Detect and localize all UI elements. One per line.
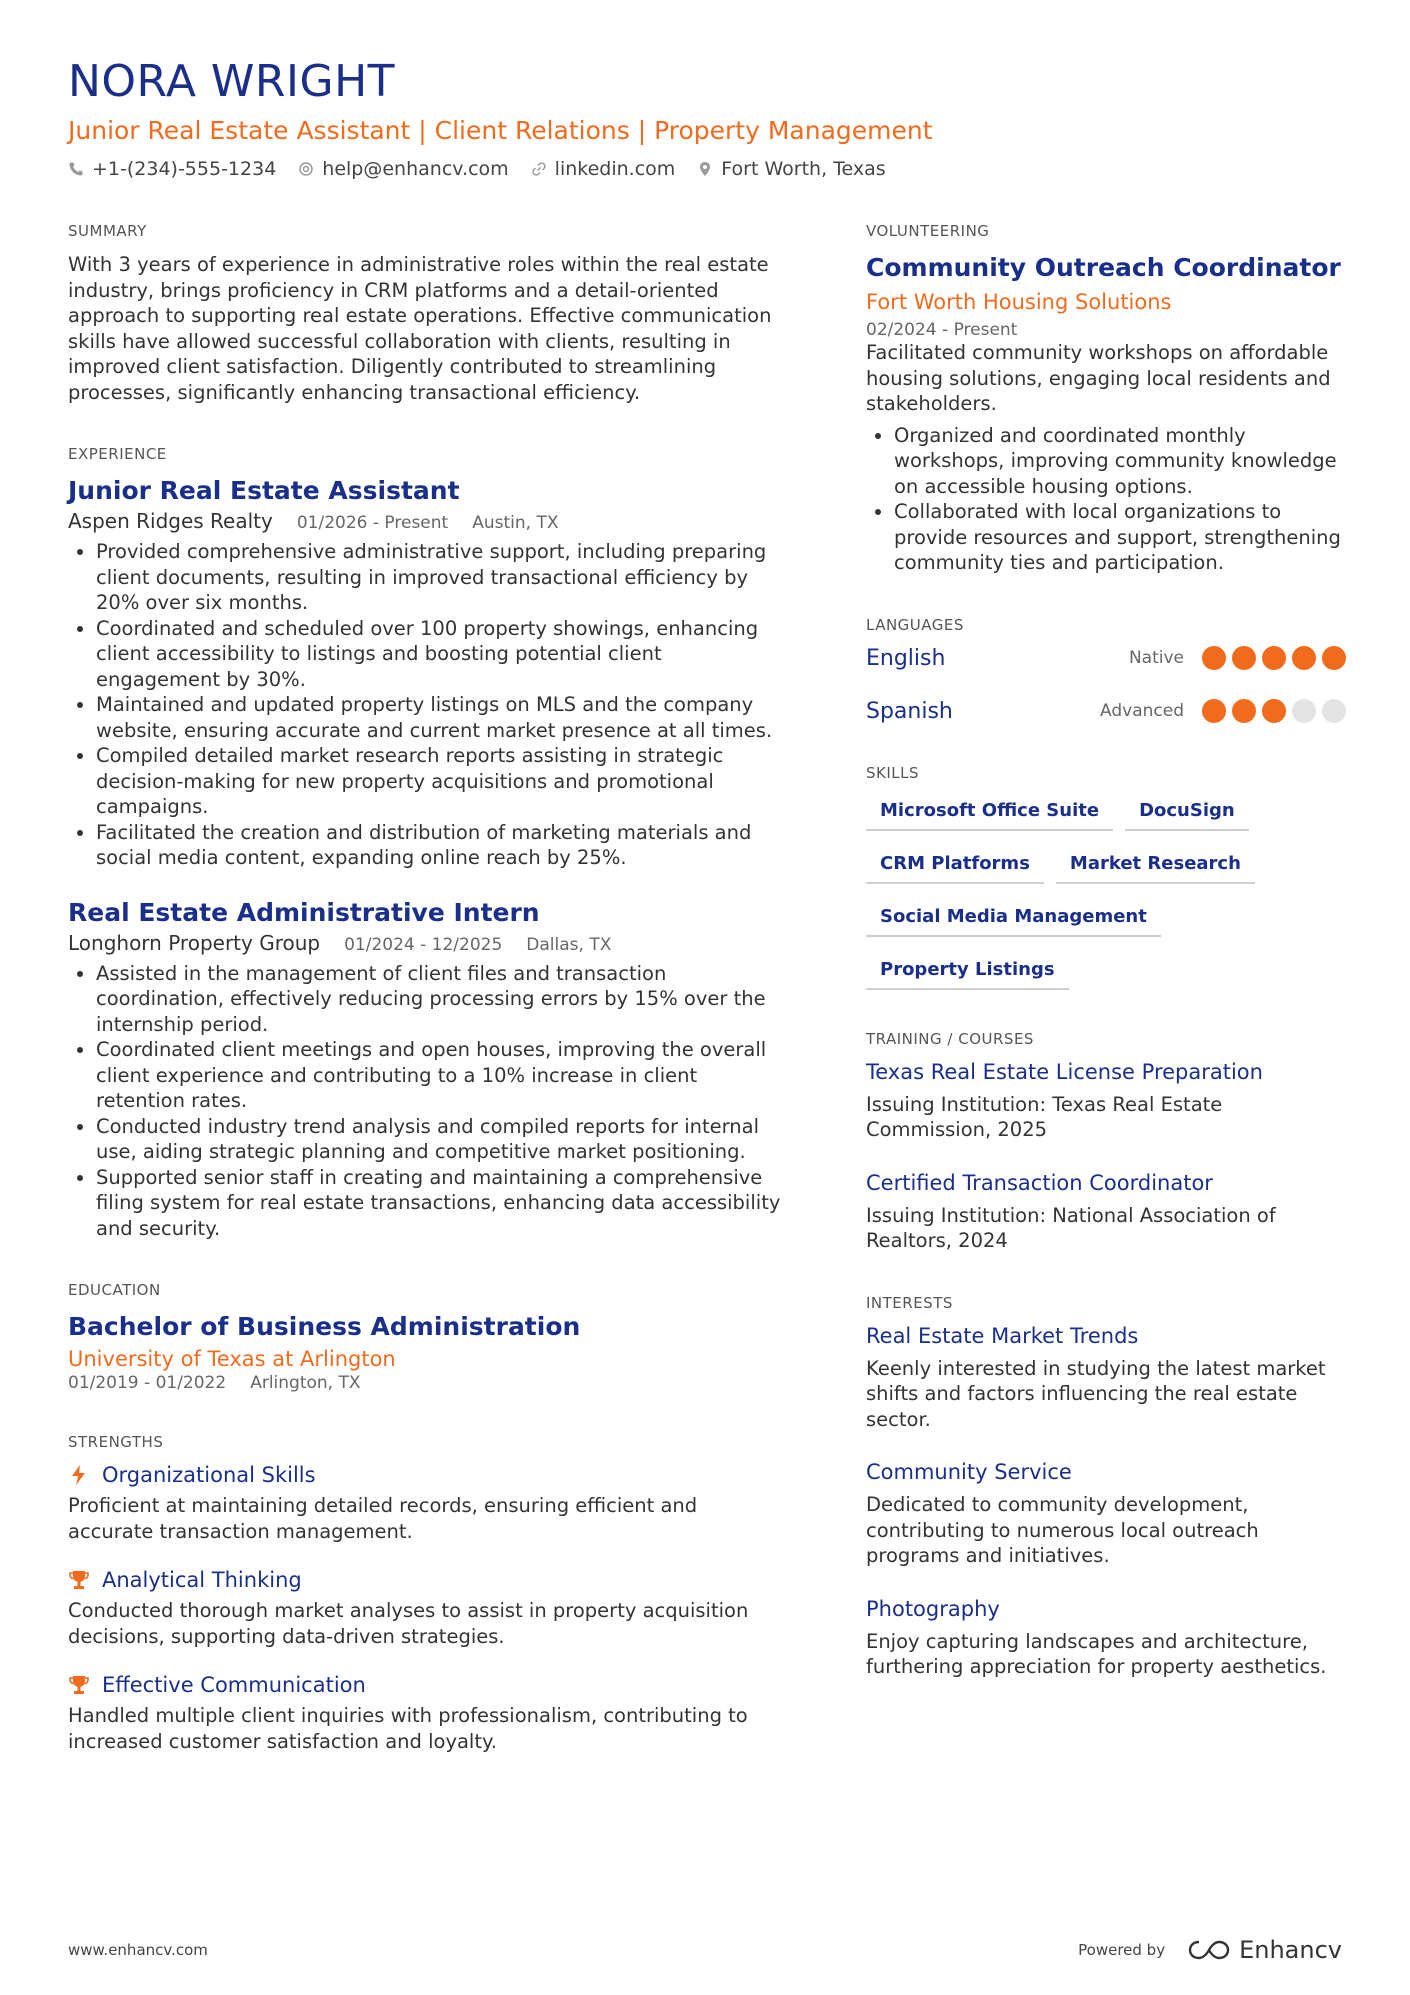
training-item	[866, 1060, 1346, 1143]
education-heading: EDUCATION	[68, 1281, 161, 1299]
skill-tag: Market Research	[1056, 847, 1255, 884]
job-role: Real Estate Administrative Intern	[68, 897, 540, 927]
lightning-icon	[68, 1464, 90, 1486]
contact-email[interactable]	[298, 158, 508, 180]
training-title: Texas Real Estate License Preparation	[866, 1059, 1263, 1084]
trophy-icon	[68, 1674, 90, 1696]
rating-dot-filled	[1262, 699, 1286, 723]
volunteering-heading: VOLUNTEERING	[866, 222, 990, 240]
volunteering-bullet: • Collaborated with local organizations to provide resources and support, strengthening community ties and participation.	[894, 499, 1346, 576]
rating-dot-filled	[1202, 699, 1226, 723]
strengths-section	[68, 1433, 788, 1754]
volunteering-role: Community Outreach Coordinator	[866, 253, 1341, 282]
volunteering-section	[866, 222, 1346, 576]
education-school: University of Texas at Arlington	[68, 1347, 396, 1371]
job-dates: 01/2024 - 12/2025	[344, 934, 503, 955]
job-dates: 01/2026 - Present	[296, 513, 449, 533]
rating-dot-filled	[1232, 646, 1256, 670]
right-column	[866, 222, 1346, 1720]
interest-text: Keenly interested in studying the latest market shifts and factors influencing the real estate sector.	[866, 1356, 1326, 1431]
volunteering-description: Facilitated community workshops on affordable housing solutions, engaging local residents and stakeholders.	[866, 341, 1331, 415]
rating-dot-empty	[1292, 699, 1316, 723]
strength-header	[68, 1568, 788, 1592]
job-company: Longhorn Property Group	[68, 930, 321, 955]
language-rating-group	[1129, 646, 1346, 670]
job-bullet: • Conducted industry trend analysis and compiled reports for internal use, aiding strategic planning and competitive market positioning.	[96, 1114, 788, 1165]
interest-text: Dedicated to community development, contributing to numerous local outreach programs and initiatives.	[866, 1493, 1259, 1567]
experience-heading: EXPERIENCE	[68, 445, 167, 463]
job-bullet: • Maintained and updated property listings on MLS and the company website, ensuring accurate and current market presence at all times.	[96, 692, 788, 743]
volunteering-bullets	[866, 423, 1346, 576]
training-text: Issuing Institution: Texas Real Estate Commission, 2025	[866, 1092, 1223, 1141]
job-bullet: • Supported senior staff in creating and maintaining a comprehensive filing system for real estate transactions, enhancing data accessibility and security.	[96, 1165, 788, 1242]
rating-dot-filled	[1292, 646, 1316, 670]
volunteering-bullet: • Organized and coordinated monthly workshops, improving community knowledge on accessible housing options.	[894, 423, 1346, 500]
languages-section	[866, 616, 1346, 724]
volunteering-org: Fort Worth Housing Solutions	[866, 290, 1172, 314]
page-footer	[68, 1936, 1342, 1964]
linkedin-text: linkedin.com	[554, 158, 676, 180]
experience-section	[68, 445, 788, 1241]
volunteering-dates: 02/2024 - Present	[866, 320, 1018, 340]
strength-header	[68, 1673, 788, 1697]
interests-heading: INTERESTS	[866, 1293, 953, 1312]
left-column	[68, 222, 788, 1794]
education-location: Arlington, TX	[250, 1373, 361, 1393]
phone-text: +1-(234)-555-1234	[92, 158, 277, 180]
skill-tag: DocuSign	[1125, 794, 1249, 831]
footer-url[interactable]: www.enhancv.com	[68, 1941, 208, 1959]
contact-phone	[68, 158, 276, 180]
job-entry	[68, 897, 788, 1242]
job-company: Aspen Ridges Realty	[68, 509, 273, 533]
education-degree: Bachelor of Business Administration	[68, 1312, 581, 1341]
candidate-title: Junior Real Estate Assistant | Client Relations | Property Management	[68, 116, 933, 145]
strength-title: Effective Communication	[102, 1673, 366, 1697]
interest-item	[866, 1460, 1346, 1569]
job-bullet: • Compiled detailed market research reports assisting in strategic decision-making for new property acquisitions and promotional campaigns.	[96, 743, 788, 820]
interests-section	[866, 1294, 1346, 1680]
job-bullet: • Facilitated the creation and distribution of marketing materials and social media content, expanding online reach by 25%.	[96, 820, 788, 871]
rating-dot-empty	[1322, 699, 1346, 723]
job-bullets	[68, 539, 788, 871]
interest-title: Real Estate Market Trends	[866, 1323, 1139, 1348]
trophy-icon	[68, 1569, 90, 1591]
email-text: help@enhancv.com	[322, 158, 509, 180]
language-rating-dots	[1202, 699, 1346, 723]
contact-linkedin[interactable]	[531, 158, 676, 180]
brand-name: Enhancv	[1239, 1936, 1342, 1964]
strength-text: Conducted thorough market analyses to assist in property acquisition decisions, supporting data-driven strategies.	[68, 1599, 749, 1648]
skill-tag: Social Media Management	[866, 900, 1161, 937]
training-title: Certified Transaction Coordinator	[866, 1170, 1213, 1195]
job-role: Junior Real Estate Assistant	[68, 476, 460, 505]
strengths-heading: STRENGTHS	[68, 1433, 164, 1451]
strength-text: Handled multiple client inquiries with professionalism, contributing to increased customer satisfaction and loyalty.	[68, 1704, 748, 1753]
contact-bar	[68, 158, 1342, 180]
summary-text: With 3 years of experience in administrative roles within the real estate industry, brings proficiency in CRM platforms and a detail-oriented approach to supporting real estate operations. Effective communication skills have allowed successful collaboration with clients, resulting in improved client satisfaction. Diligently contributed to streamlining processes, significantly enhancing transactional efficiency.	[68, 253, 772, 404]
interest-title: Community Service	[866, 1460, 1072, 1484]
brand-logo[interactable]	[1187, 1936, 1342, 1964]
rating-dot-filled	[1202, 646, 1226, 670]
location-text: Fort Worth, Texas	[721, 158, 886, 180]
rating-dot-filled	[1232, 699, 1256, 723]
interest-title: Photography	[866, 1596, 1000, 1621]
interest-item	[866, 1597, 1346, 1680]
strength-title: Analytical Thinking	[102, 1568, 302, 1592]
link-icon	[531, 161, 547, 177]
job-meta	[68, 509, 788, 533]
education-dates: 01/2019 - 01/2022	[68, 1373, 227, 1393]
strength-header	[68, 1463, 788, 1487]
training-text: Issuing Institution: National Association of Realtors, 2024	[866, 1203, 1276, 1252]
job-location: Dallas, TX	[526, 934, 612, 955]
education-section	[68, 1281, 788, 1393]
job-bullet: • Coordinated and scheduled over 100 property showings, enhancing client accessibility to listings and boosting potential client engagement by 30%.	[96, 616, 788, 693]
language-row	[866, 646, 1346, 671]
interest-item	[866, 1324, 1346, 1433]
strength-text: Proficient at maintaining detailed records, ensuring efficient and accurate transaction management.	[68, 1494, 698, 1543]
skill-tag: CRM Platforms	[866, 847, 1044, 884]
language-rating-group	[1100, 699, 1346, 723]
strength-title: Organizational Skills	[102, 1463, 316, 1487]
skills-heading: SKILLS	[866, 763, 920, 782]
language-level: Advanced	[1100, 701, 1184, 721]
training-heading: TRAINING / COURSES	[866, 1029, 1034, 1048]
education-meta	[68, 1373, 788, 1393]
powered-by-text: Powered by	[1078, 1941, 1166, 1959]
resume-header	[68, 56, 1342, 180]
job-bullet: • Assisted in the management of client files and transaction coordination, effectively reducing processing errors by 15% over the internship period.	[96, 961, 788, 1038]
job-bullets	[68, 961, 788, 1242]
languages-heading: LANGUAGES	[866, 615, 964, 634]
interest-text: Enjoy capturing landscapes and architecture, furthering appreciation for property aesthetics.	[866, 1629, 1327, 1678]
language-level: Native	[1128, 648, 1184, 668]
strength-item	[68, 1568, 788, 1649]
rating-dot-filled	[1322, 646, 1346, 670]
language-row	[866, 699, 1346, 724]
language-name: Spanish	[866, 698, 953, 724]
rating-dot-filled	[1262, 646, 1286, 670]
job-bullet: • Provided comprehensive administrative support, including preparing client documents, resulting in improved transactional efficiency by 20% over six months.	[96, 539, 788, 616]
skill-tag: Property Listings	[866, 953, 1069, 990]
footer-brand	[1078, 1936, 1342, 1964]
phone-icon	[68, 161, 84, 177]
summary-section	[68, 222, 788, 405]
at-sign-icon	[298, 161, 314, 177]
skills-list	[866, 794, 1306, 990]
location-pin-icon	[697, 161, 713, 177]
training-section	[866, 1030, 1346, 1254]
job-entry	[68, 475, 788, 871]
candidate-name: NORA WRIGHT	[68, 56, 396, 107]
job-meta	[68, 931, 788, 955]
job-location: Austin, TX	[472, 513, 559, 533]
language-rating-dots	[1202, 646, 1346, 670]
language-name: English	[866, 645, 946, 671]
training-item	[866, 1171, 1346, 1254]
skills-section	[866, 764, 1346, 990]
summary-heading: SUMMARY	[68, 222, 147, 240]
contact-location	[697, 158, 885, 180]
strength-item	[68, 1673, 788, 1754]
job-bullet: • Coordinated client meetings and open houses, improving the overall client experience and contributing to a 10% increase in client retention rates.	[96, 1037, 788, 1114]
skill-tag: Microsoft Office Suite	[866, 794, 1113, 831]
enhancv-logo-icon	[1187, 1938, 1231, 1962]
strength-item	[68, 1463, 788, 1544]
